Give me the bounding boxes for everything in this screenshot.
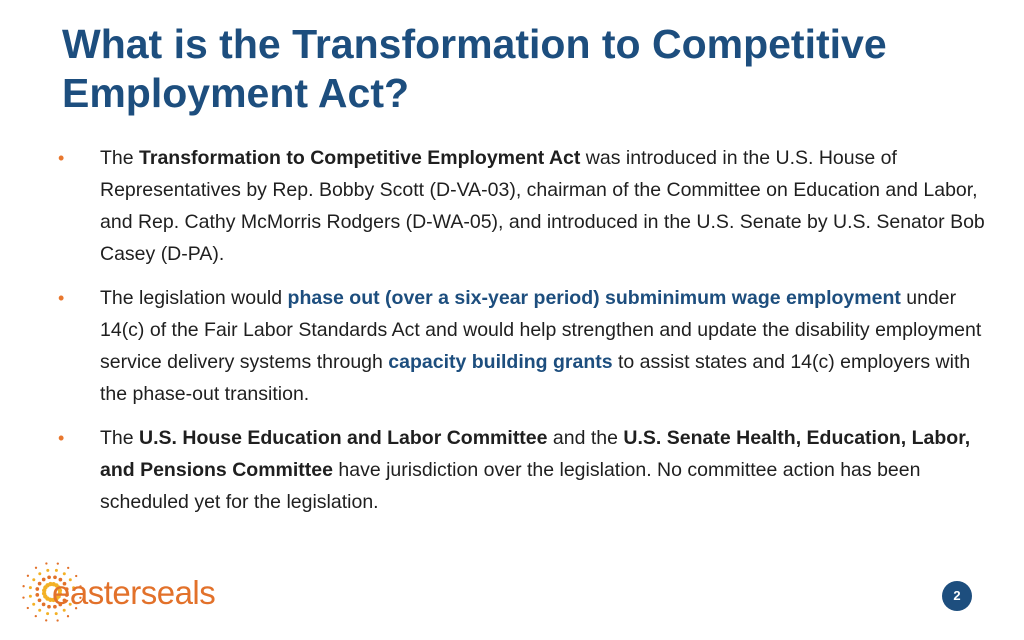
text-run-highlight: capacity building grants xyxy=(388,351,613,373)
bullet-marker: • xyxy=(58,428,65,448)
sunburst-dot xyxy=(27,607,29,609)
sunburst-dot xyxy=(22,585,24,587)
sunburst-dot xyxy=(42,578,46,582)
text-run-bold: U.S. House Education and Labor Committee xyxy=(139,427,548,449)
text-run: The xyxy=(100,427,140,449)
text-run-bold: U.S. Senate Health, Education, Labor, and Pensions Committee xyxy=(100,427,971,481)
page-number-badge: 2 xyxy=(942,581,972,611)
sunburst-dot xyxy=(42,603,46,607)
easterseals-logo xyxy=(22,556,232,636)
text-run: was introduced in the U.S. House of Representatives by Rep. Bobby Scott (D-VA-03), chairman of the Committee on Education and Labor, and Rep. Cathy McMorris Rodgers (D-WA-05), and introduced in the U.S. Senate by U.S. Senator Bob Casey (D-PA). xyxy=(100,147,985,265)
sunburst-dot xyxy=(27,575,29,577)
sunburst-dot xyxy=(45,619,47,621)
sunburst-dot xyxy=(32,578,35,581)
sunburst-dot xyxy=(46,612,49,615)
sunburst-dot xyxy=(38,598,42,602)
sunburst-dot xyxy=(35,593,39,597)
bullet-item xyxy=(58,282,988,410)
slide-title: What is the Transformation to Competitive Employment Act? xyxy=(62,21,887,116)
text-run: under 14(c) of the Fair Labor Standards Act and would help strengthen and update the disability employment service delivery systems through xyxy=(100,287,982,373)
sunburst-dot xyxy=(55,612,58,615)
sunburst-dot xyxy=(22,596,24,598)
sunburst-dot xyxy=(38,609,41,612)
sunburst-dot xyxy=(67,567,69,569)
bullet-list xyxy=(58,142,988,518)
sunburst-dot xyxy=(35,587,39,591)
sunburst-dot xyxy=(47,575,51,579)
sunburst-dot xyxy=(46,569,49,572)
logo-wordmark: easterseals xyxy=(52,574,216,611)
text-run: The legislation would xyxy=(100,287,288,309)
text-run: have jurisdiction over the legislation. No committee action has been scheduled yet for the legislation. xyxy=(100,459,921,513)
sunburst-dot xyxy=(35,567,37,569)
sunburst-dot xyxy=(56,619,58,621)
sunburst-dot xyxy=(35,615,37,617)
text-run: to assist states and 14(c) employers with the phase-out transition. xyxy=(100,351,971,405)
sunburst-dot xyxy=(29,595,32,598)
sunburst-dot xyxy=(38,572,41,575)
bullet-marker: • xyxy=(58,148,65,168)
sunburst-dot xyxy=(32,603,35,606)
sunburst-dot xyxy=(47,605,51,609)
bullet-item xyxy=(58,142,988,270)
sunburst-dot xyxy=(45,562,47,564)
sunburst-dot xyxy=(55,569,58,572)
text-run: The xyxy=(100,147,140,169)
sunburst-dot xyxy=(38,582,42,586)
text-run-bold: Transformation to Competitive Employment Act xyxy=(139,147,581,169)
bullet-marker: • xyxy=(58,288,65,308)
sunburst-dot xyxy=(67,615,69,617)
bullet-item xyxy=(58,422,988,518)
sunburst-dot xyxy=(29,586,32,589)
text-run-highlight: phase out (over a six-year period) subminimum wage employment xyxy=(287,287,901,309)
text-run: and the xyxy=(547,427,624,449)
sunburst-dot xyxy=(57,562,59,564)
